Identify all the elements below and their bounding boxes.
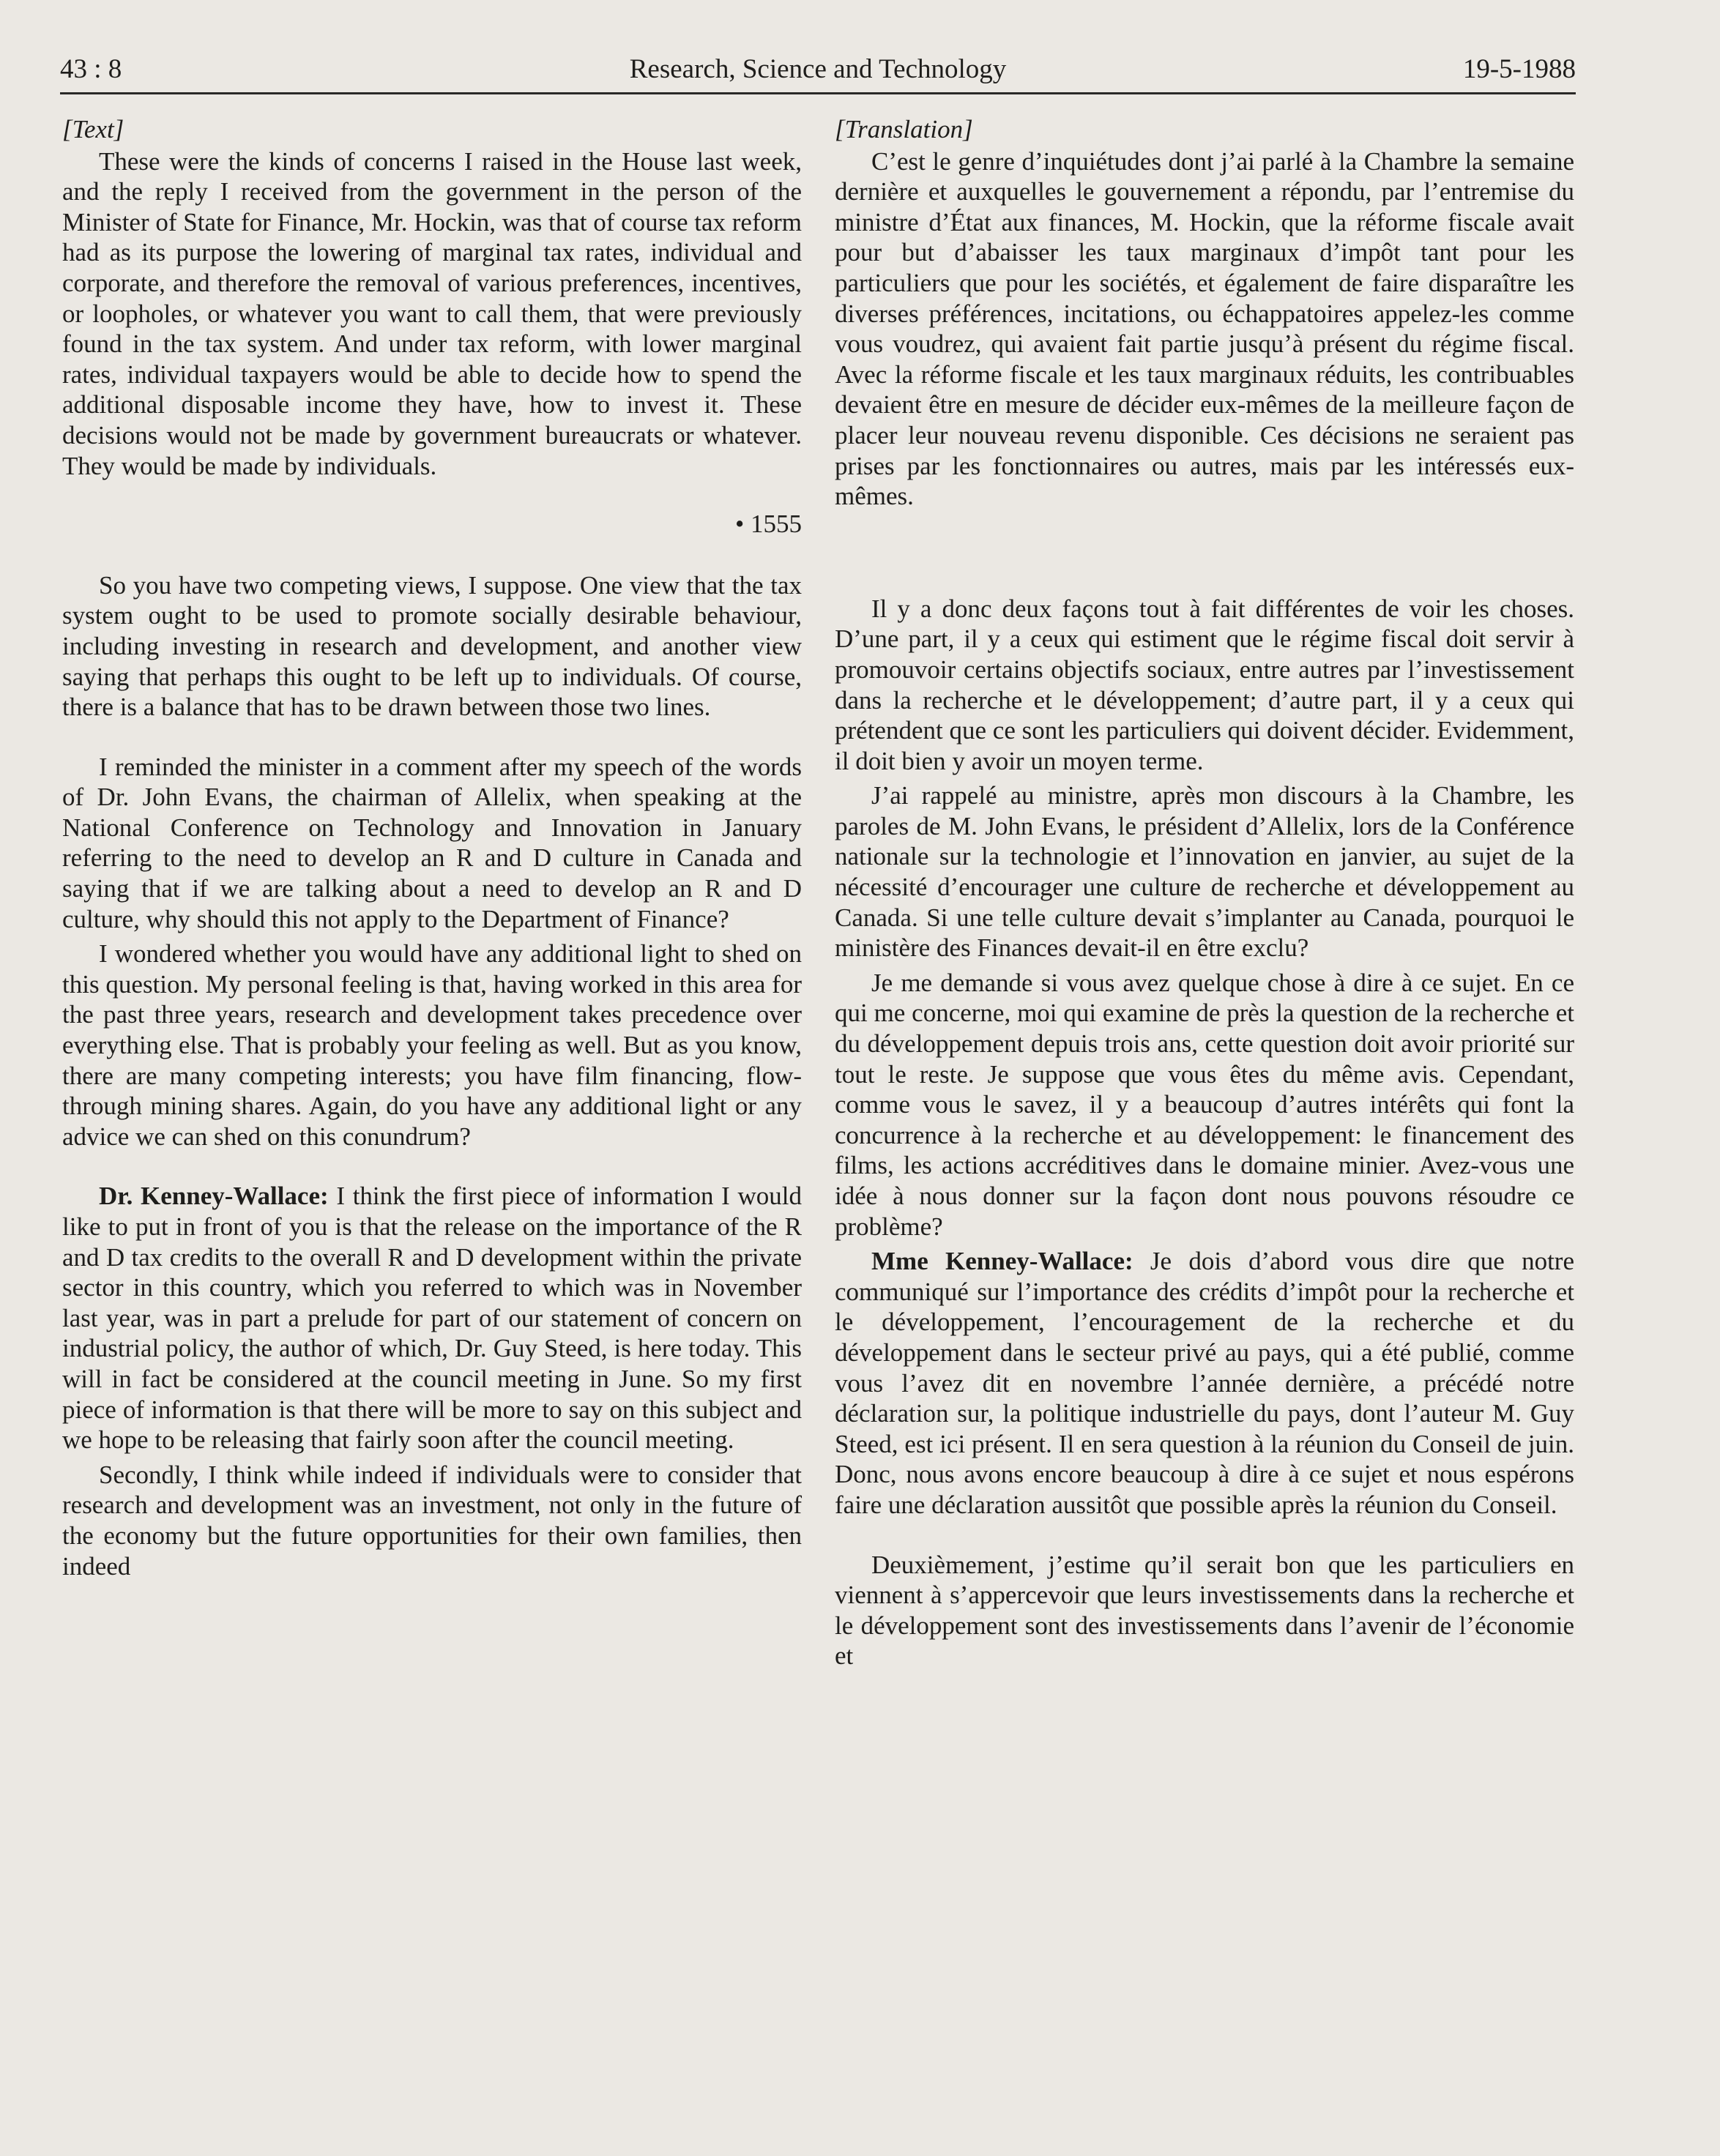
text-label: [Text] bbox=[62, 115, 124, 143]
page-date: 19-5-1988 bbox=[1462, 54, 1576, 84]
paragraph: These were the kinds of concerns I raised in the House last week, and the reply I received from the government in the person of the Minister of State for Finance, Mr. Hockin, was that of course tax reform had as its purpose the lowering of marginal tax rates, individual and corporate, and therefore the removal of various preferences, incentives, or loopholes, or whatever you want to call them, that were previously found in the tax system. And under tax reform, with lower marginal rates, individual taxpayers would be able to decide how to spend the additional disposable income they have, how to invest it. These decisions would not be made by government bureaucrats or whatever. They would be made by individuals. bbox=[62, 146, 802, 480]
paragraph: Je me demande si vous avez quelque chose à dire à ce sujet. En ce qui me concerne, moi qui examine de près la question de la recherche et du développement depuis trois ans, cette question doit avoir priorité sur tout le reste. Je suppose que vous êtes du même avis. Cependant, comme vous le savez, il y a beaucoup d’autres intérêts qui font la concurrence à la recherche et au développement: le financement des films, les actions accréditives dans le domaine minier. Avez-vous une idée à nous donner sur la façon dont nous pouvons résoudre ce problème? bbox=[835, 968, 1574, 1241]
paragraph bbox=[62, 1181, 802, 1455]
paragraph-text: Je dois d’abord vous dire que notre communiqué sur l’importance des crédits d’impôt pour la recherche et le développement, l’encouragement de la recherche et du développement dans le secteur privé au pays, qui a été publié, comme vous l’avez dit en novembre l’année dernière, a précédé notre déclaration sur, la politique industrielle du pays, dont l’auteur M. Guy Steed, est ici présent. Il en sera question à la réunion du Conseil de juin. Donc, nous avons encore beaucoup à dire à ce sujet et nous espérons faire une déclaration aussitôt que possible après la réunion du Conseil. bbox=[835, 1247, 1574, 1519]
running-title: Research, Science and Technology bbox=[629, 54, 1007, 84]
paragraph: J’ai rappelé au ministre, après mon discours à la Chambre, les paroles de M. John Evans, le président d’Allelix, lors de la Conférence nationale sur la technologie et l’innovation en janvier, au sujet de la nécessité d’encourager une culture de recherche et développement au Canada. Si une telle culture devait s’implanter au Canada, pourquoi le ministère des Finances devait-il en être exclu? bbox=[835, 781, 1574, 963]
time-marker: • 1555 bbox=[734, 510, 802, 539]
paragraph: Deuxièmement, j’estime qu’il serait bon que les particuliers en viennent à s’appercevoir que leurs investissements dans la recherche et le développement sont des investissements dans l’avenir de l’économie et bbox=[835, 1550, 1574, 1671]
paragraph: Il y a donc deux façons tout à fait différentes de voir les choses. D’une part, il y a ceux qui estiment que le régime fiscal doit servir à promouvoir certains objectifs sociaux, entre autres par l’investissement dans la recherche et le développement; d’autre part, il y a ceux qui prétendent que ce sont les particuliers qui doivent décider. Evidemment, il doit bien y avoir un moyen terme. bbox=[835, 594, 1574, 775]
page-header bbox=[60, 51, 1576, 94]
paragraph bbox=[835, 1246, 1574, 1520]
english-column bbox=[62, 114, 802, 1581]
paragraph: C’est le genre d’inquiétudes dont j’ai parlé à la Chambre la semaine dernière et auxquelles le gouvernement a répondu, par l’entremise du ministre d’État aux finances, M. Hockin, que la réforme fiscale avait pour but d’abaisser les taux marginaux d’impôt tant pour les particuliers que pour les sociétés, et également de faire disparaître les diverses préférences, incitations, ou échappatoires appelez-les comme vous voudrez, qui avaient fait partie jusqu’à présent du régime fiscal. Avec la réforme fiscale et les taux marginaux réduits, les contribuables devaient être en mesure de décider eux-mêmes de la meilleure façon de placer leur nouveau revenu disponible. Ces décisions ne seraient pas prises par les fonctionnaires ou autres, mais par les intéressés eux-mêmes. bbox=[835, 146, 1574, 511]
french-column bbox=[835, 114, 1574, 1671]
paragraph: I wondered whether you would have any additional light to shed on this question. My personal feeling is that, having worked in this area for the past three years, research and development takes precedence over everything else. That is probably your feeling as well. But as you know, there are many competing interests; you have film financing, flow-through mining shares. Again, do you have any additional light or any advice we can shed on this conundrum? bbox=[62, 939, 802, 1151]
speaker-name: Dr. Kenney-Wallace: bbox=[99, 1182, 329, 1211]
paragraph: So you have two competing views, I suppose. One view that the tax system ought to be used to promote socially desirable behaviour, including investing in research and development, and another view saying that perhaps this ought to be left up to individuals. Of course, there is a balance that has to be drawn between those two lines. bbox=[62, 570, 802, 722]
page-number: 43 : 8 bbox=[60, 54, 122, 84]
paragraph: Secondly, I think while indeed if individuals were to consider that research and development was an investment, not only in the future of the economy but the future opportunities for their own families, then indeed bbox=[62, 1460, 802, 1581]
paragraph: I reminded the minister in a comment after my speech of the words of Dr. John Evans, the chairman of Allelix, when speaking at the National Conference on Technology and Innovation in January referring to the need to develop an R and D culture in Canada and saying that if we are talking about a need to develop an R and D culture, why should this not apply to the Department of Finance? bbox=[62, 752, 802, 933]
speaker-name: Mme Kenney-Wallace: bbox=[871, 1247, 1133, 1276]
translation-label: [Translation] bbox=[835, 115, 973, 143]
paragraph-text: I think the first piece of information I would like to put in front of you is that the release on the importance of the R and D tax credits to the overall R and D development within the private sector in this country, which you referred to which was in November last year, was in part a prelude for part of our statement of concern on industrial policy, the author of which, Dr. Guy Steed, is here today. This will in fact be considered at the council meeting in June. So my first piece of information is that there will be more to say on this subject and we hope to be releasing that fairly soon after the council meeting. bbox=[62, 1182, 803, 1455]
